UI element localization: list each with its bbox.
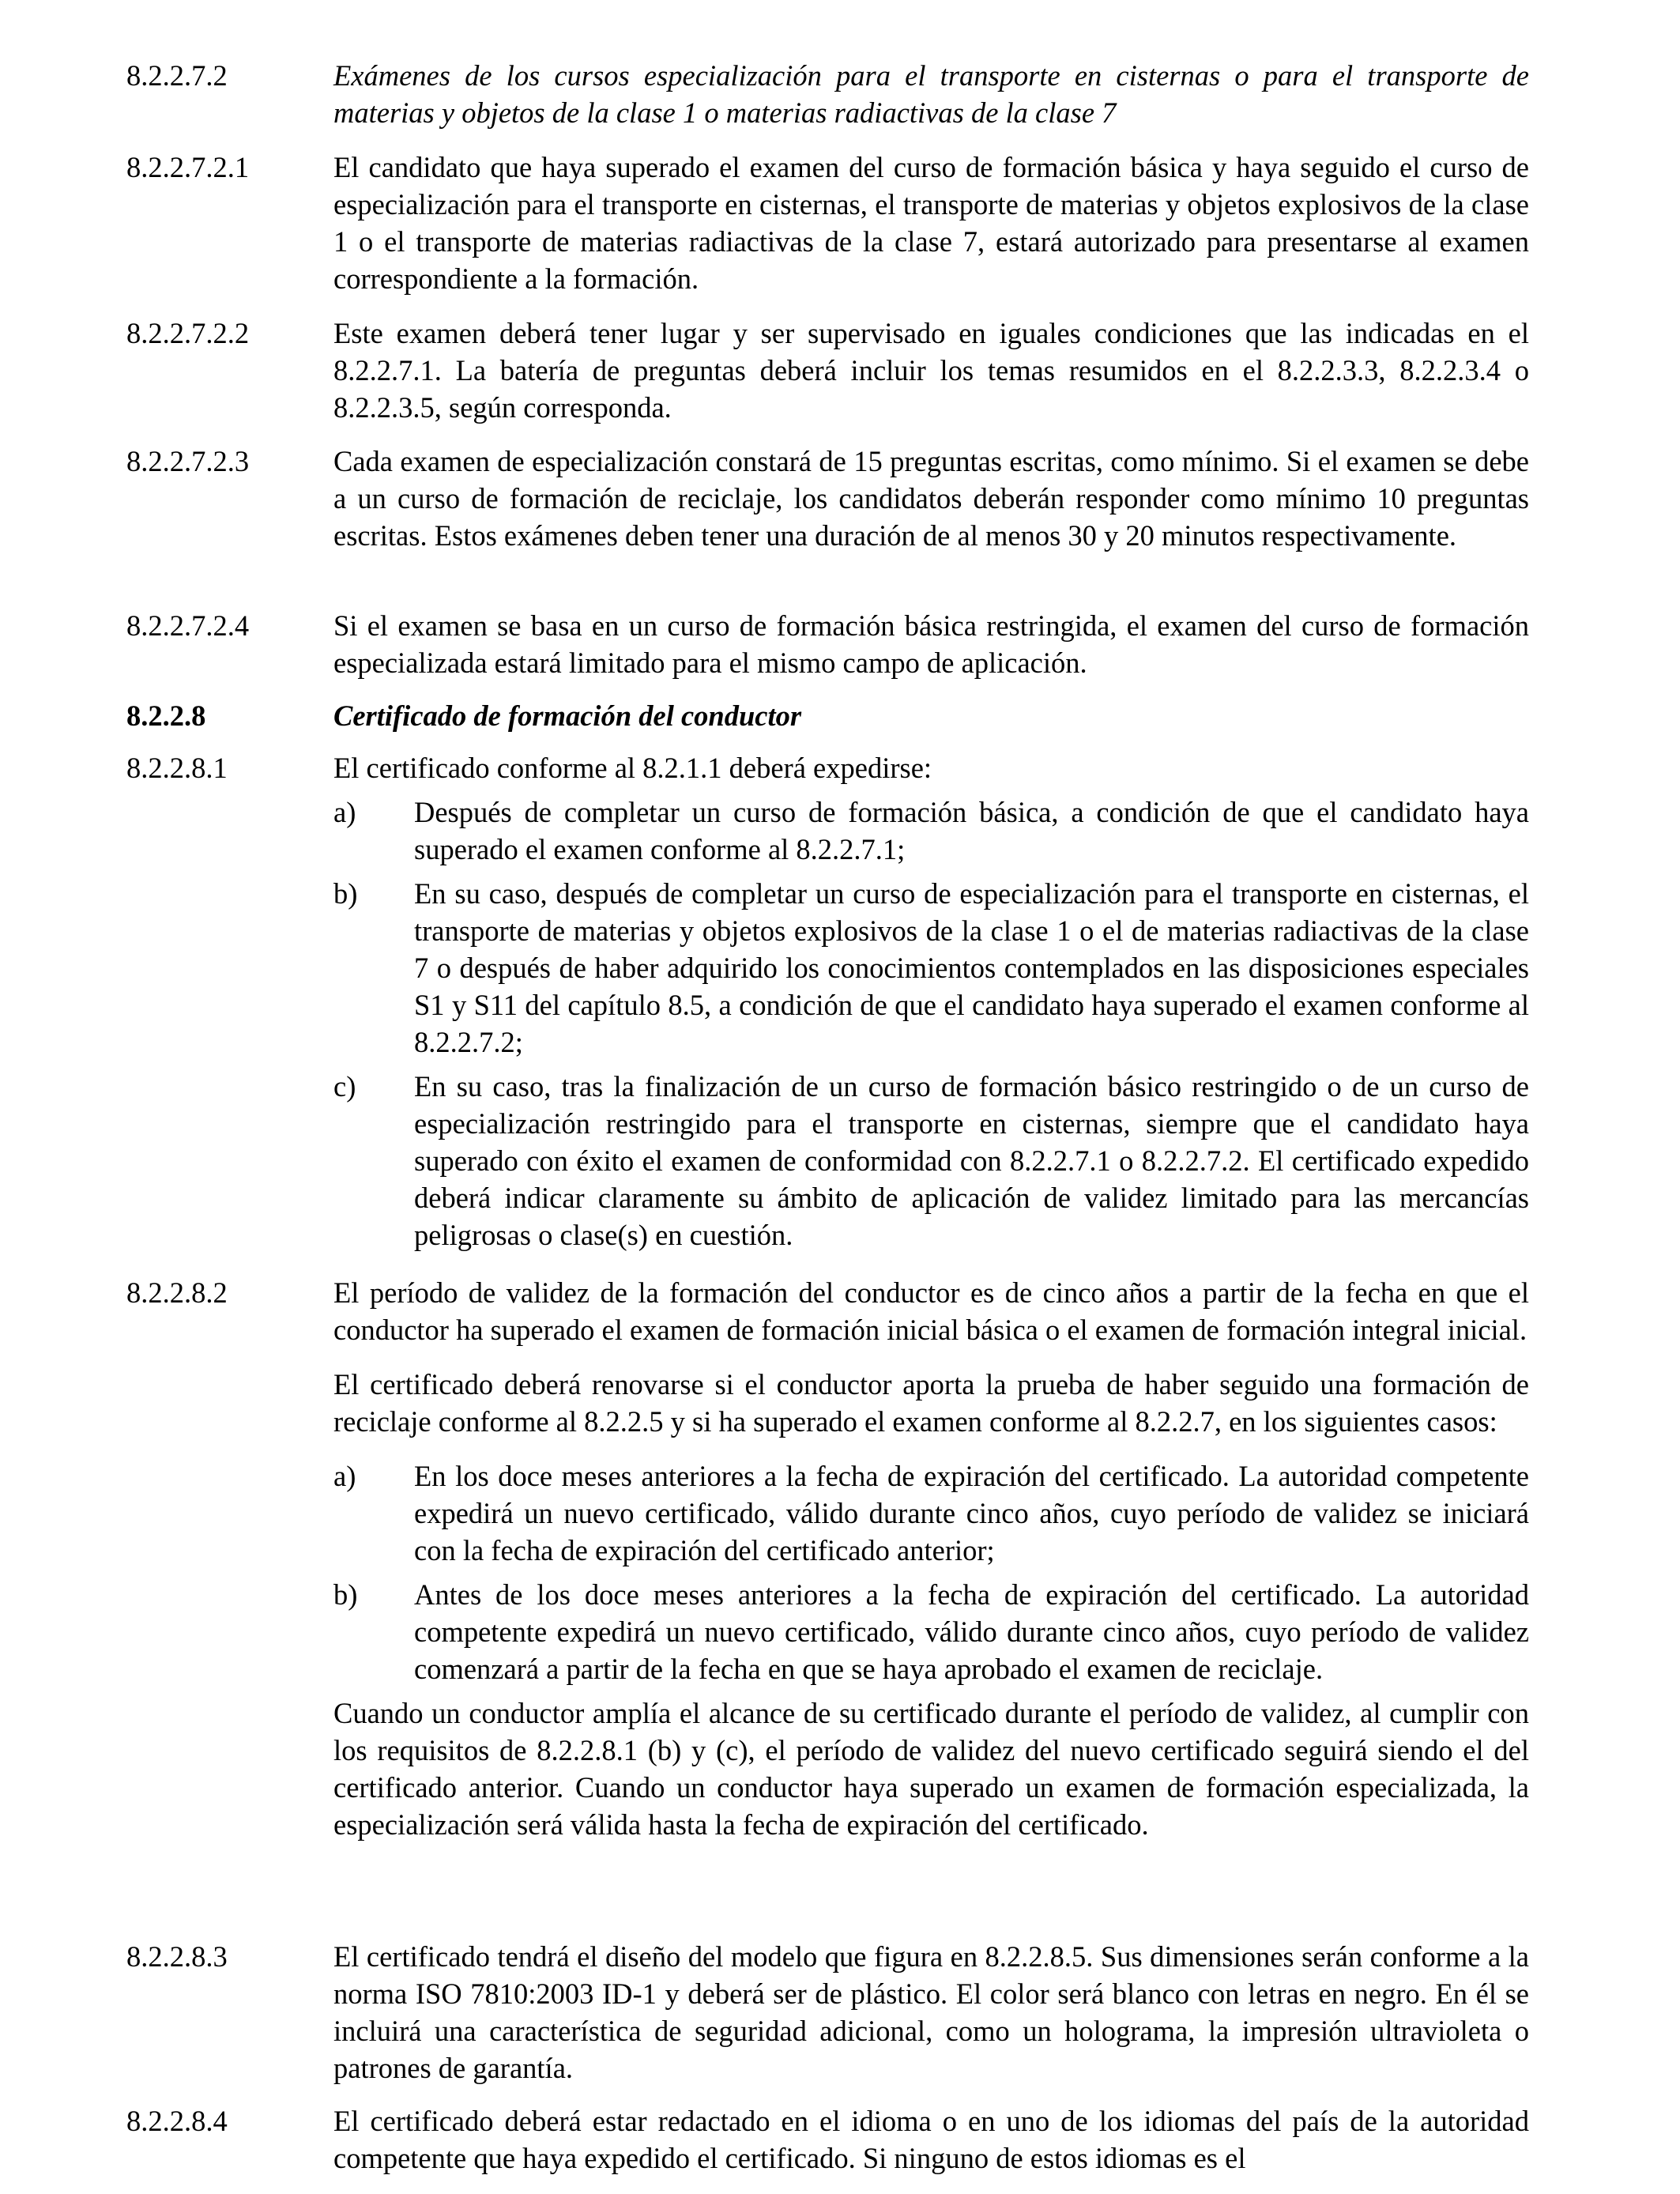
paragraph: El período de validez de la formación del conductor es de cinco años a partir de la fecha en que el conductor ha superado el examen de formación inicial básica o el examen de formación integral inicial. <box>333 1276 1529 1346</box>
list-item <box>333 875 1529 1061</box>
section-8-2-2-8-3 <box>126 1938 1529 2087</box>
paragraph: Cuando un conductor amplía el alcance de su certificado durante el período de validez, al cumplir con los requisitos de 8.2.2.8.1 (b) y (c), el período de validez del nuevo certificado seguirá siendo el del certificado anterior. Cuando un conductor haya superado un examen de formación especializada, la especialización será válida hasta la fecha de expiración del certificado. <box>333 1697 1529 1841</box>
section-8-2-2-7-2-3 <box>126 443 1529 554</box>
paragraph: El certificado conforme al 8.2.1.1 deberá expedirse: <box>333 752 932 784</box>
section-number: 8.2.2.8.1 <box>126 752 228 784</box>
section-number: 8.2.2.7.2.2 <box>126 317 250 349</box>
list-item-letter: a) <box>333 796 356 828</box>
paragraph: El certificado deberá renovarse si el conductor aporta la prueba de haber seguido una formación de reciclaje conforme al 8.2.2.5 y si ha superado el examen conforme al 8.2.2.7, en los siguientes casos: <box>333 1368 1529 1438</box>
paragraph: El certificado deberá estar redactado en el idioma o en uno de los idiomas del país de la autoridad competente que haya expedido el certificado. Si ninguno de estos idiomas es el <box>333 2105 1529 2174</box>
list-item-letter: b) <box>333 877 358 910</box>
section-number: 8.2.2.7.2 <box>126 59 228 92</box>
list-item <box>333 1068 1529 1253</box>
section-8-2-2-8-1 <box>126 749 1529 1261</box>
section-title: Exámenes de los cursos especialización para el transporte en cisternas o para el transporte de materias y objetos de la clase 1 o materias radiactivas de la clase 7 <box>333 59 1529 129</box>
section-number: 8.2.2.8.3 <box>126 1940 228 1973</box>
section-number: 8.2.2.8.2 <box>126 1276 228 1309</box>
section-8-2-2-7-2 <box>126 57 1529 131</box>
lettered-list <box>333 1457 1529 1687</box>
section-number: 8.2.2.7.2.1 <box>126 151 250 183</box>
section-number: 8.2.2.7.2.4 <box>126 609 250 642</box>
list-item-text: En su caso, tras la finalización de un curso de formación básico restringido o de un curso de especialización restringido para el transporte en cisternas, siempre que el candidato haya superado con éxito el examen de conformidad con 8.2.2.7.1 o 8.2.2.7.2. El certificado expedido deberá indicar claramente su ámbito de aplicación de validez limitado para las mercancías peligrosas o clase(s) en cuestión. <box>414 1070 1529 1251</box>
section-8-2-2-8-2 <box>126 1274 1529 1843</box>
list-item-letter: b) <box>333 1578 358 1611</box>
paragraph: El certificado tendrá el diseño del modelo que figura en 8.2.2.8.5. Sus dimensiones serán conforme a la norma ISO 7810:2003 ID-1 y deberá ser de plástico. El color será blanco con letras en negro. En él se incluirá una característica de seguridad adicional, como un holograma, la impresión ultravioleta o patrones de garantía. <box>333 1940 1529 2084</box>
paragraph: Si el examen se basa en un curso de formación básica restringida, el examen del curso de formación especializada estará limitado para el mismo campo de aplicación. <box>333 609 1529 679</box>
list-item-text: En los doce meses anteriores a la fecha de expiración del certificado. La autoridad competente expedirá un nuevo certificado, válido durante cinco años, cuyo período de validez se iniciará con la fecha de expiración del certificado anterior; <box>414 1460 1529 1566</box>
lettered-list <box>333 794 1529 1253</box>
section-8-2-2-7-2-4 <box>126 607 1529 681</box>
paragraph: El candidato que haya superado el examen del curso de formación básica y haya seguido el curso de especialización para el transporte en cisternas, el transporte de materias y objetos explosivos de la clase 1 o el transporte de materias radiactivas de la clase 7, estará autorizado para presentarse al examen correspondiente a la formación. <box>333 151 1529 295</box>
list-item-text: Antes de los doce meses anteriores a la fecha de expiración del certificado. La autoridad competente expedirá un nuevo certificado, válido durante cinco años, cuyo período de validez comenzará a partir de la fecha en que se haya aprobado el examen de reciclaje. <box>414 1578 1529 1685</box>
paragraph: Este examen deberá tener lugar y ser supervisado en iguales condiciones que las indicadas en el 8.2.2.7.1. La batería de preguntas deberá incluir los temas resumidos en el 8.2.2.3.3, 8.2.2.3.4 o 8.2.2.3.5, según corresponda. <box>333 317 1529 424</box>
list-item-text: Después de completar un curso de formación básica, a condición de que el candidato haya superado el examen conforme al 8.2.2.7.1; <box>414 796 1529 865</box>
section-8-2-2-7-2-1 <box>126 149 1529 297</box>
section-8-2-2-8 <box>126 697 1529 734</box>
section-8-2-2-8-4 <box>126 2102 1529 2177</box>
section-number: 8.2.2.8.4 <box>126 2105 228 2137</box>
list-item-letter: a) <box>333 1460 356 1492</box>
section-title: Certificado de formación del conductor <box>333 699 802 732</box>
list-item-text: En su caso, después de completar un curso de especialización para el transporte en cisternas, el transporte de materias y objetos explosivos de la clase 1 o el de materias radiactivas de la clase 7 o después de haber adquirido los conocimientos contemplados en las disposiciones especiales S1 y S11 del capítulo 8.5, a condición de que el candidato haya superado el examen conforme al 8.2.2.7.2; <box>414 877 1529 1058</box>
list-item-letter: c) <box>333 1070 356 1103</box>
list-item <box>333 1457 1529 1569</box>
list-item <box>333 1576 1529 1687</box>
section-number: 8.2.2.7.2.3 <box>126 445 250 477</box>
list-item <box>333 794 1529 868</box>
section-8-2-2-7-2-2 <box>126 315 1529 426</box>
section-number: 8.2.2.8 <box>126 699 206 732</box>
paragraph: Cada examen de especialización constará de 15 preguntas escritas, como mínimo. Si el examen se debe a un curso de formación de reciclaje, los candidatos deberán responder como mínimo 10 preguntas escritas. Estos exámenes deben tener una duración de al menos 30 y 20 minutos respectivamente. <box>333 445 1529 552</box>
